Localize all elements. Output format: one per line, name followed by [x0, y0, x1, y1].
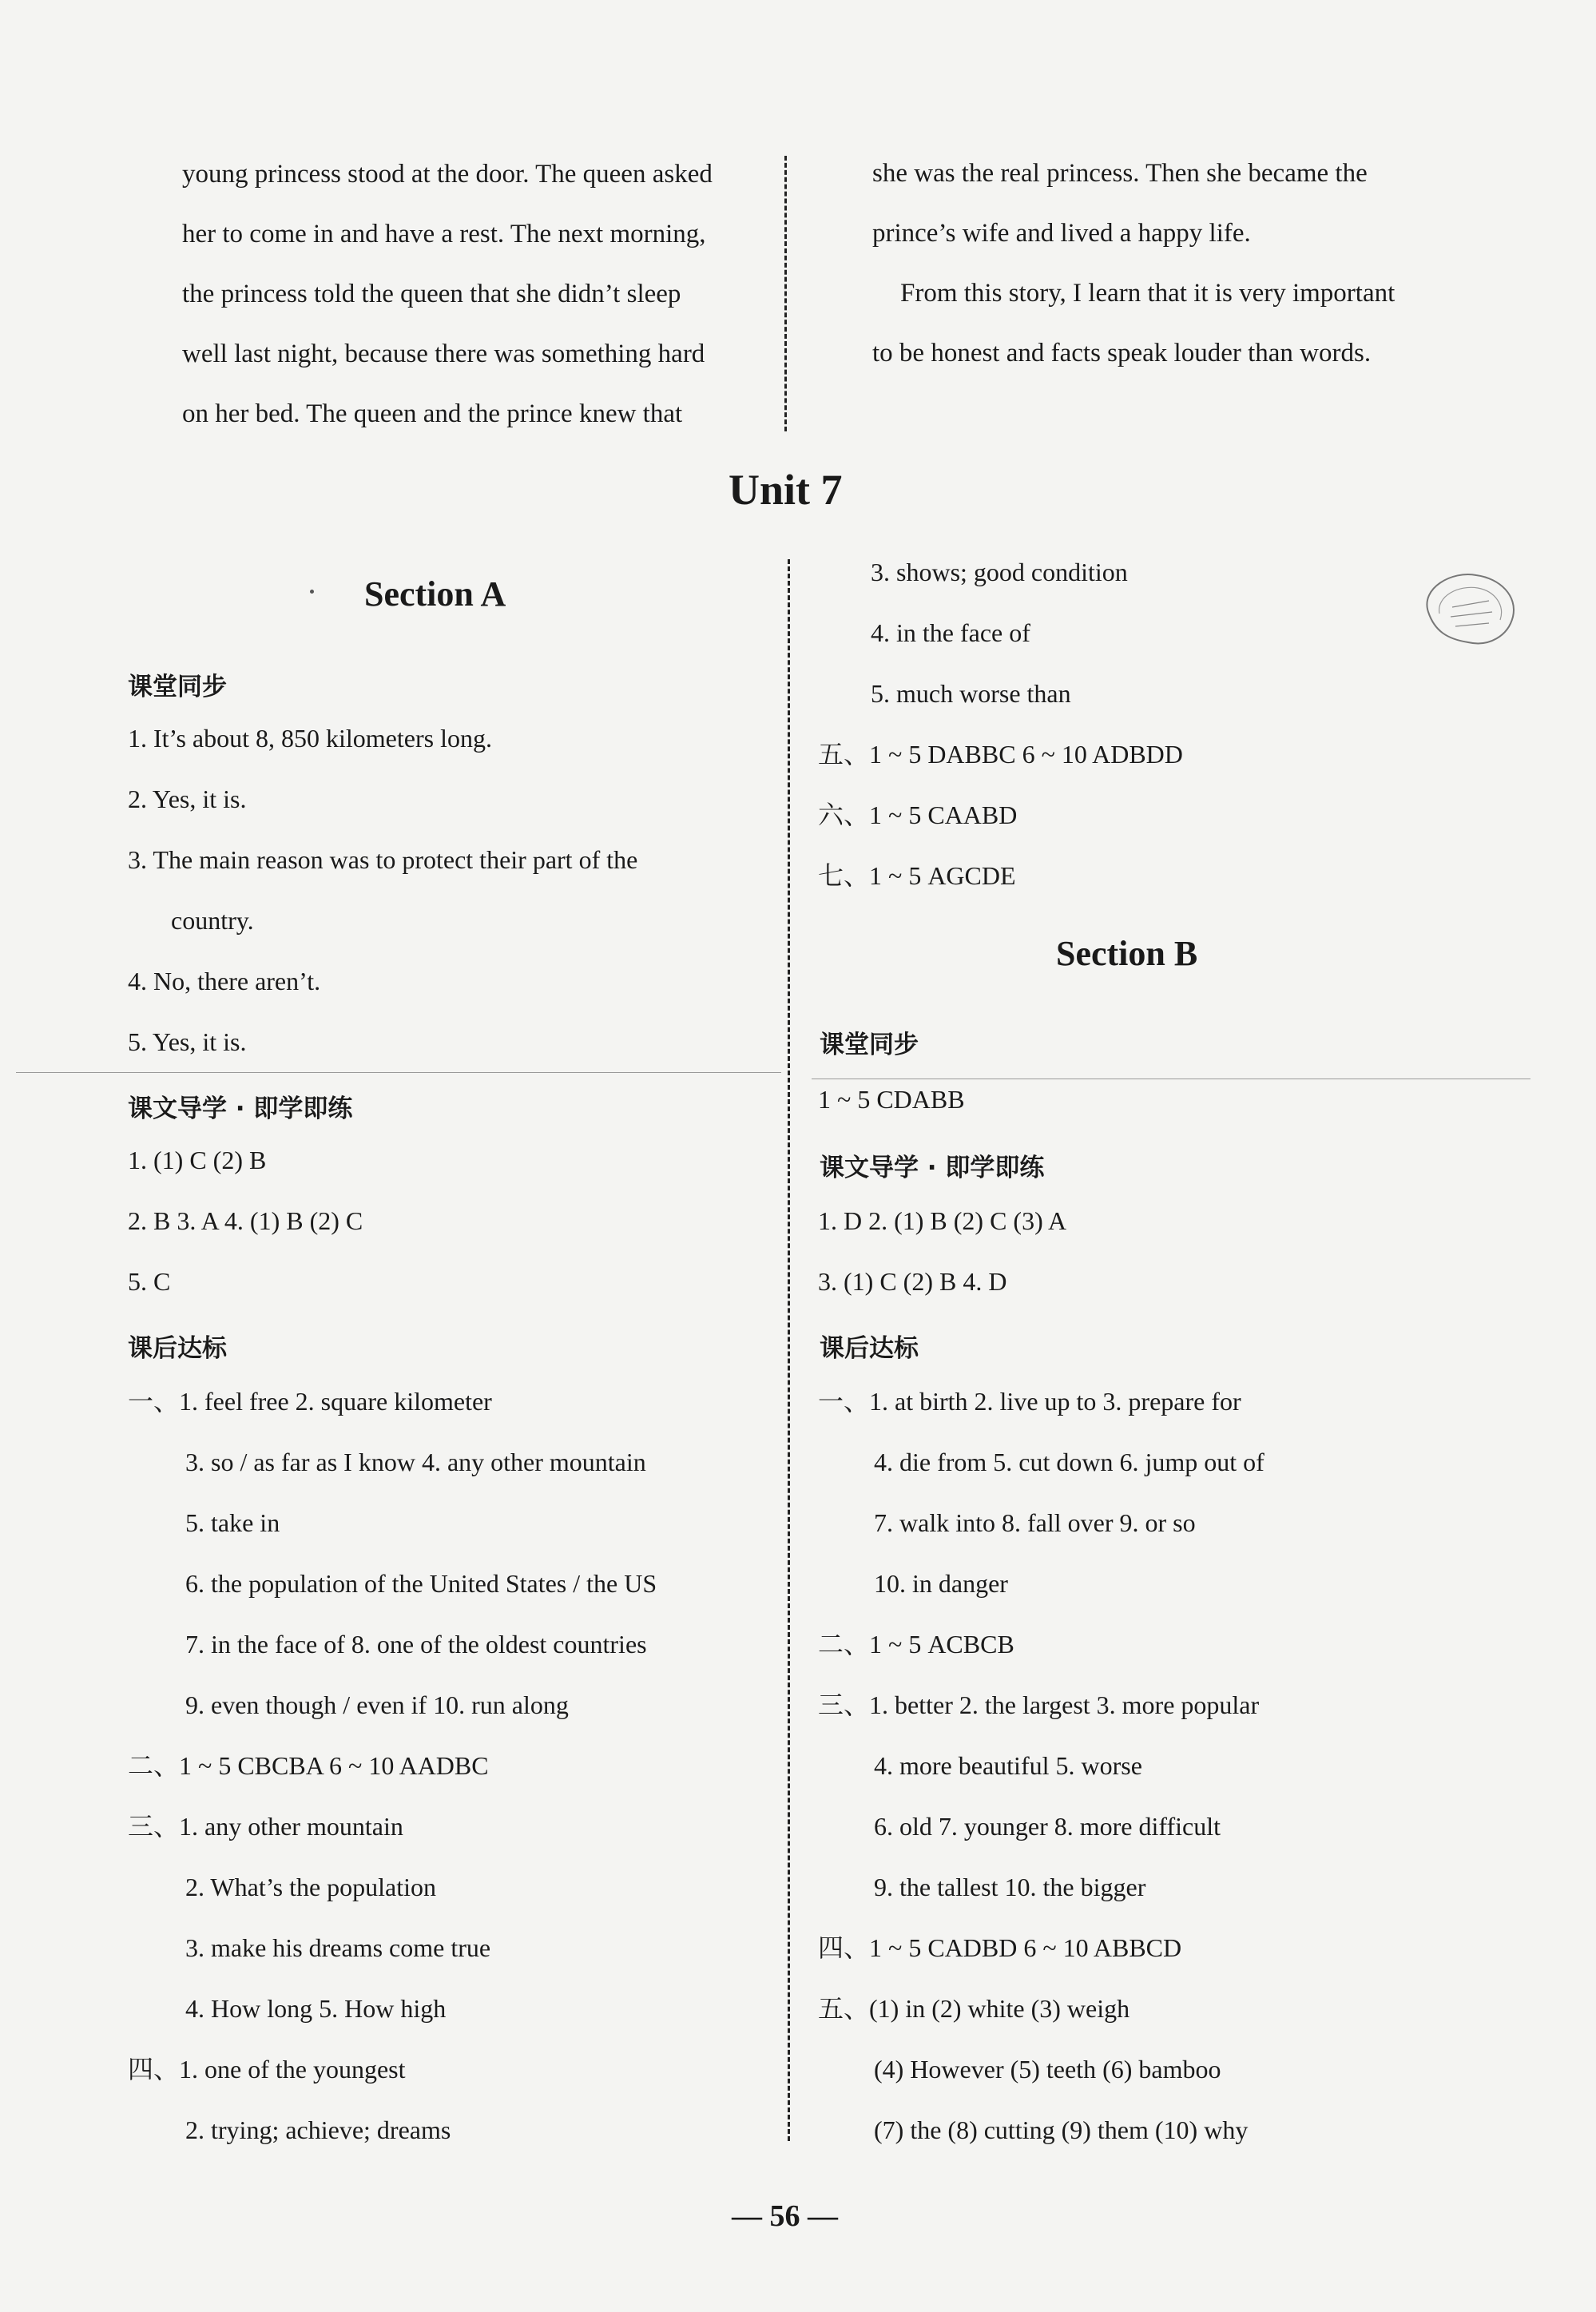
story-line: From this story, I learn that it is very important	[900, 279, 1396, 308]
kewen-label: 课文导学 · 即学即练	[128, 1094, 353, 1123]
answer-line: 4. in the face of	[871, 618, 1030, 647]
section-a-title: Section A	[364, 574, 506, 614]
answer-line: 五、(1) in (2) white (3) weigh	[818, 1994, 1130, 2023]
kehou-label: 课后达标	[128, 1334, 227, 1363]
page-number: — 56 —	[732, 2199, 838, 2233]
kehou-label: 课后达标	[820, 1334, 919, 1363]
answer-line: 一、1. feel free 2. square kilometer	[128, 1387, 492, 1416]
section-b-title: Section B	[1056, 934, 1198, 973]
answer-line: 五、1 ~ 5 DABBC 6 ~ 10 ADBDD	[818, 740, 1183, 769]
story-line: on her bed. The queen and the prince knew that	[182, 399, 683, 428]
story-line: well last night, because there was something hard	[182, 340, 705, 368]
horizontal-rule	[16, 1072, 781, 1073]
answer-line: (7) the (8) cutting (9) them (10) why	[874, 2115, 1249, 2144]
answer-line: 5. C	[128, 1267, 171, 1296]
answer-line: 3. make his dreams come true	[185, 1933, 491, 1962]
unit-title: Unit 7	[729, 466, 843, 514]
answer-line: 四、1. one of the youngest	[128, 2055, 406, 2084]
answer-line: 1 ~ 5 CDABB	[818, 1085, 965, 1114]
answer-line: 四、1 ~ 5 CADBD 6 ~ 10 ABBCD	[818, 1933, 1182, 1962]
story-line: the princess told the queen that she didn’t sleep	[182, 280, 681, 308]
answer-line: 三、1. better 2. the largest 3. more popular	[818, 1690, 1260, 1719]
answer-line: 1. It’s about 8, 850 kilometers long.	[128, 724, 492, 753]
ketang-label: 课堂同步	[128, 673, 227, 701]
answer-line: 5. Yes, it is.	[128, 1027, 247, 1056]
answer-line: 10. in danger	[874, 1569, 1008, 1598]
answer-line: 二、1 ~ 5 ACBCB	[818, 1630, 1014, 1659]
ketang-label: 课堂同步	[820, 1031, 919, 1059]
answer-line: 7. in the face of 8. one of the oldest countries	[185, 1630, 647, 1659]
answer-line: 3. so / as far as I know 4. any other mountain	[185, 1448, 646, 1476]
answer-line: 4. die from 5. cut down 6. jump out of	[874, 1448, 1264, 1476]
answer-line: 5. much worse than	[871, 679, 1071, 708]
story-line: to be honest and facts speak louder than words.	[872, 339, 1372, 367]
answer-line: 七、1 ~ 5 AGCDE	[818, 861, 1016, 890]
answer-line: 六、1 ~ 5 CAABD	[818, 800, 1018, 829]
answer-line: country.	[171, 906, 254, 935]
answer-line: 4. How long 5. How high	[185, 1994, 447, 2023]
answer-line: 3. (1) C (2) B 4. D	[818, 1267, 1007, 1296]
answer-line: 1. (1) C (2) B	[128, 1146, 267, 1174]
answer-line: 4. No, there aren’t.	[128, 967, 321, 995]
answer-line: 9. the tallest 10. the bigger	[874, 1873, 1146, 1901]
answer-line: 5. take in	[185, 1508, 280, 1537]
answer-line: 二、1 ~ 5 CBCBA 6 ~ 10 AADBC	[128, 1751, 489, 1780]
story-line: prince’s wife and lived a happy life.	[872, 219, 1251, 248]
answer-line: 2. What’s the population	[185, 1873, 437, 1901]
column-divider-main	[788, 559, 790, 2141]
answer-line: 2. Yes, it is.	[128, 785, 247, 813]
story-line: her to come in and have a rest. The next morning,	[182, 220, 706, 248]
answer-line: 7. walk into 8. fall over 9. or so	[874, 1508, 1196, 1537]
story-line: she was the real princess. Then she became the	[872, 159, 1368, 188]
answer-line: 6. old 7. younger 8. more difficult	[874, 1812, 1221, 1841]
answer-line: 三、1. any other mountain	[128, 1812, 403, 1841]
answer-line: 一、1. at birth 2. live up to 3. prepare for	[818, 1387, 1241, 1416]
answer-line: 3. shows; good condition	[871, 558, 1128, 586]
column-divider-top	[784, 156, 787, 431]
answer-line: 3. The main reason was to protect their part of the	[128, 845, 638, 874]
library-stamp-icon	[1412, 564, 1524, 653]
answer-line: (4) However (5) teeth (6) bamboo	[874, 2055, 1221, 2084]
answer-line: 4. more beautiful 5. worse	[874, 1751, 1142, 1780]
answer-line: 9. even though / even if 10. run along	[185, 1690, 569, 1719]
answer-line: 2. B 3. A 4. (1) B (2) C	[128, 1206, 363, 1235]
answer-line: 1. D 2. (1) B (2) C (3) A	[818, 1206, 1067, 1235]
answer-line: 2. trying; achieve; dreams	[185, 2115, 451, 2144]
answer-line: 6. the population of the United States / the US	[185, 1569, 657, 1598]
kewen-label: 课文导学 · 即学即练	[820, 1154, 1045, 1182]
speck	[310, 590, 314, 594]
story-line: young princess stood at the door. The queen asked	[182, 160, 713, 189]
